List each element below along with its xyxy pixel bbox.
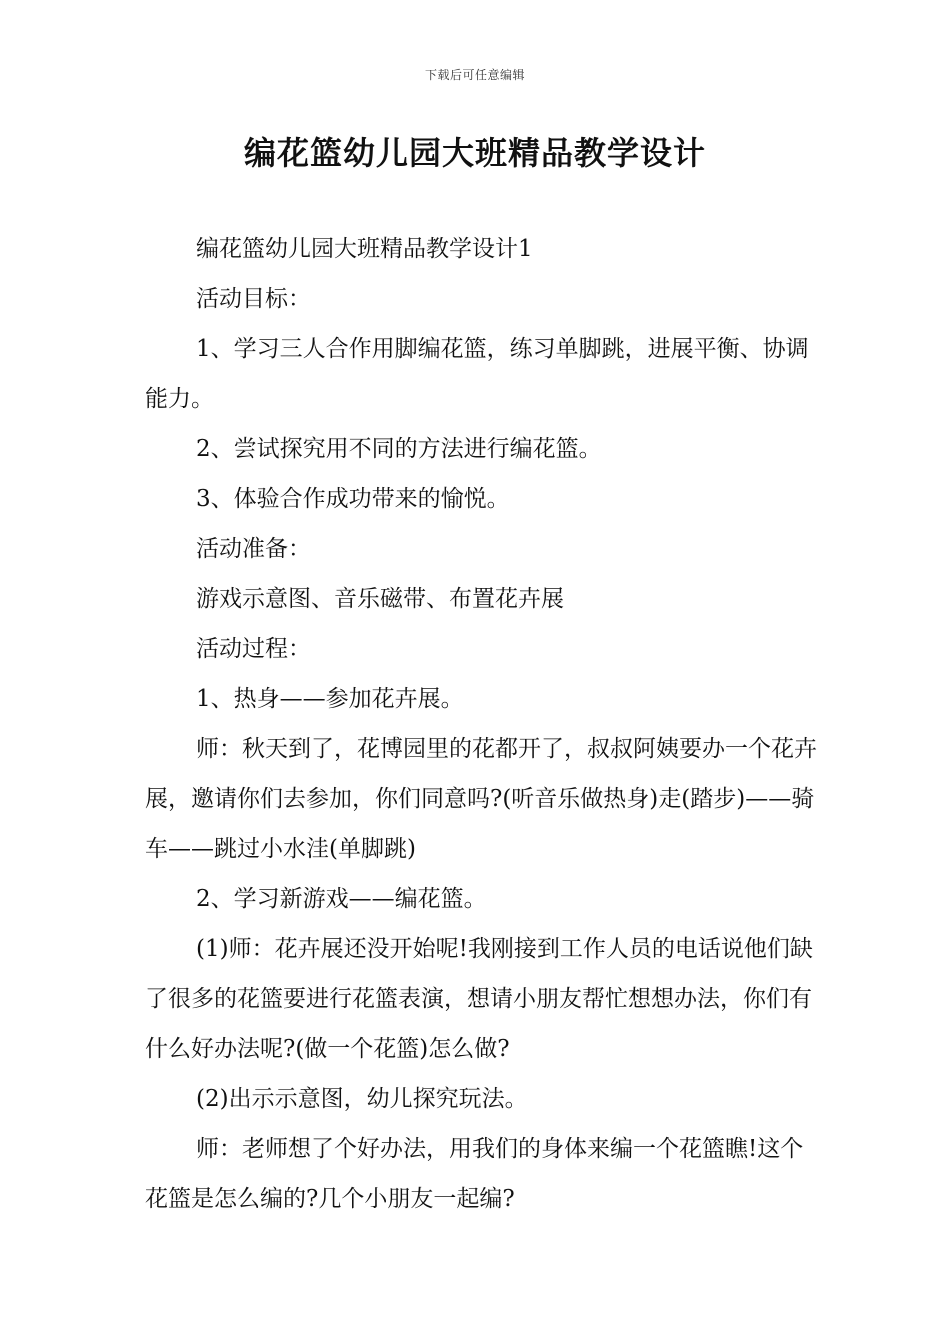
paragraph-goal-3: 3、体验合作成功带来的愉悦。 bbox=[196, 486, 510, 512]
paragraph-goal-1: 1、学习三人合作用脚编花篮，练习单脚跳，进展平衡、协调能力。 bbox=[145, 336, 809, 412]
paragraph-process-label: 活动过程： bbox=[196, 636, 311, 662]
paragraph-prep-label: 活动准备： bbox=[196, 536, 311, 562]
paragraph-prep-items: 游戏示意图、音乐磁带、布置花卉展 bbox=[196, 586, 564, 612]
paragraph-step-2-2: (2)出示示意图，幼儿探究玩法。 bbox=[196, 1086, 528, 1112]
header-note: 下载后可任意编辑 bbox=[424, 68, 525, 82]
paragraph-step-2: 2、学习新游戏——编花篮。 bbox=[196, 886, 487, 912]
paragraph-goal-2: 2、尝试探究用不同的方法进行编花篮。 bbox=[196, 436, 602, 462]
paragraph-step-1: 1、热身——参加花卉展。 bbox=[196, 686, 464, 712]
paragraph-teacher-intro: 师：秋天到了，花博园里的花都开了，叔叔阿姨要办一个花卉展，邀请你们去参加，你们同意吗?(听音乐做热身)走(踏步)——骑车——跳过小水洼(单脚跳) bbox=[145, 736, 817, 862]
document-title: 编花篮幼儿园大班精品教学设计 bbox=[243, 134, 706, 172]
document-body bbox=[145, 224, 825, 1224]
paragraph-goals-label: 活动目标： bbox=[196, 286, 311, 312]
paragraph-step-2-1: (1)师：花卉展还没开始呢!我刚接到工作人员的电话说他们缺了很多的花篮要进行花篮表演，想请小朋友帮忙想想办法，你们有什么好办法呢?(做一个花篮)怎么做? bbox=[145, 936, 813, 1062]
paragraph-teacher-idea: 师：老师想了个好办法，用我们的身体来编一个花篮瞧!这个花篮是怎么编的?几个小朋友一起编? bbox=[145, 1136, 804, 1212]
paragraph-section-heading: 编花篮幼儿园大班精品教学设计1 bbox=[196, 236, 533, 262]
